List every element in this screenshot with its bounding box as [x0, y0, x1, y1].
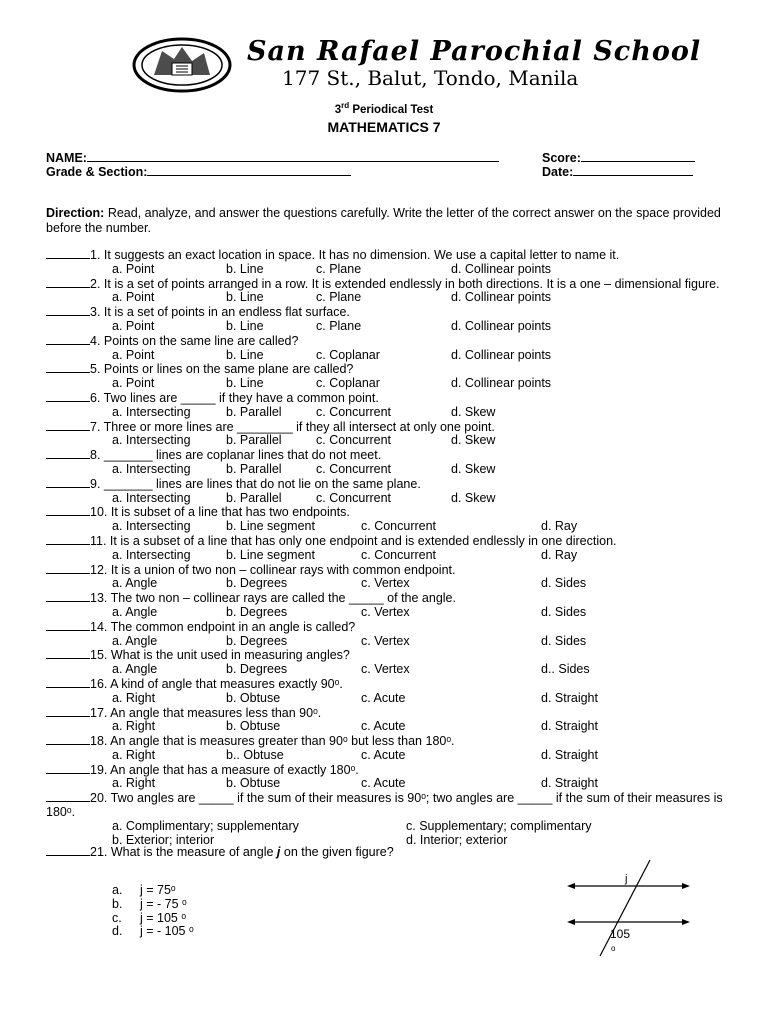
answer-blank[interactable] — [46, 534, 90, 545]
q21-choices — [112, 884, 194, 939]
choice-option: d. Collinear points — [451, 290, 552, 305]
choice-option: b. Degrees — [226, 662, 288, 677]
choice-row — [46, 606, 736, 620]
question-text: 16. A kind of angle that measures exactly 90ᵒ. — [90, 676, 343, 691]
question-2 — [46, 277, 736, 292]
question-text: 21. What is the measure of angle — [90, 845, 277, 859]
answer-blank[interactable] — [46, 620, 90, 631]
choice-option: b. Exterior; interior — [112, 832, 215, 847]
question-text-end: on the given figure? — [280, 845, 394, 859]
choice-row — [46, 692, 736, 706]
name-label: NAME: — [46, 151, 87, 165]
direction-label: Direction: — [46, 206, 105, 220]
answer-blank[interactable] — [46, 277, 90, 288]
q21-choice — [112, 898, 194, 912]
q21-choice — [112, 912, 194, 926]
choice-option: d. Collinear points — [451, 347, 552, 362]
question-text: 17. An angle that measures less than 90ᵒ. — [90, 705, 322, 720]
choice-row — [46, 720, 736, 734]
score-line[interactable] — [581, 150, 695, 162]
choice-option: c. Vertex — [361, 662, 410, 677]
choice-option: d. Skew — [451, 404, 496, 419]
choice-option: d. Straight — [541, 719, 598, 734]
choice-row — [46, 663, 736, 677]
answer-blank[interactable] — [46, 505, 90, 516]
choice-option: c. Acute — [361, 690, 406, 705]
q21-choice — [112, 884, 194, 898]
question-17 — [46, 706, 736, 721]
choice-option: c. Plane — [316, 318, 362, 333]
question-13 — [46, 591, 736, 606]
choice-option: a. Point — [112, 261, 155, 276]
title-text: Periodical Test — [349, 103, 434, 116]
question-text: 6. Two lines are _____ if they have a common point. — [90, 390, 379, 405]
choice-option: a. Point — [112, 318, 155, 333]
question-text: 1. It suggests an exact location in space. It has no dimension. We use a capital letter to name it. — [90, 248, 620, 262]
question-text: 9. _______ lines are lines that do not lie on the same plane. — [90, 476, 421, 491]
question-list — [46, 248, 736, 847]
choice-option: a. Angle — [112, 576, 158, 591]
choice-letter: b. — [112, 896, 123, 911]
question-text: 18. An angle that is measures greater than 90ᵒ but less than 180ᵒ. — [90, 734, 455, 749]
question-text: 14. The common endpoint in an angle is called? — [90, 619, 356, 634]
name-line[interactable] — [87, 150, 499, 162]
answer-blank[interactable] — [46, 591, 90, 602]
question-15 — [46, 648, 736, 663]
directions — [46, 206, 726, 236]
choice-option: b. Degrees — [226, 633, 288, 648]
score-label: Score: — [542, 151, 581, 165]
choice-option: c. Acute — [361, 747, 406, 762]
question-14 — [46, 620, 736, 635]
school-name: San Rafael Parochial School — [247, 36, 702, 67]
question-text: 11. It is a subset of a line that has only one endpoint and is extended endlessly in one direction. — [90, 533, 617, 548]
choice-option: b. Line segment — [226, 519, 315, 534]
grade-section-line[interactable] — [147, 164, 351, 176]
choice-letter: c. — [112, 910, 122, 925]
answer-blank[interactable] — [46, 791, 90, 802]
answer-blank[interactable] — [46, 677, 90, 688]
question-12 — [46, 563, 736, 578]
choice-row — [46, 320, 736, 334]
figure-label-angle: 105 — [610, 927, 631, 941]
choice-option: b. Line — [226, 261, 264, 276]
choice-option: a. Intersecting — [112, 490, 191, 505]
choice-option: c. Coplanar — [316, 376, 380, 391]
choice-row — [46, 749, 736, 763]
choice-option: a. Angle — [112, 604, 158, 619]
answer-blank[interactable] — [46, 706, 90, 717]
question-4 — [46, 334, 736, 349]
school-seal-icon — [132, 37, 232, 93]
choice-option: a. Angle — [112, 662, 158, 677]
date-line[interactable] — [573, 164, 693, 176]
grade-section-field[interactable] — [46, 164, 351, 179]
question-5 — [46, 362, 736, 377]
choice-option: b.. Obtuse — [226, 747, 284, 762]
question-19 — [46, 763, 736, 778]
choice-option: b. Line — [226, 347, 264, 362]
choice-option: a. Point — [112, 290, 155, 305]
choice-option: a. Point — [112, 347, 155, 362]
answer-blank[interactable] — [46, 391, 90, 402]
question-7 — [46, 420, 736, 435]
q21-choice — [112, 925, 194, 939]
question-text: 4. Points on the same line are called? — [90, 333, 299, 348]
choice-row — [46, 492, 736, 506]
question-text: 20. Two angles are _____ if the sum of their measures is 90ᵒ; two angles are _____ if the sum of their measures is 180ᵒ. — [46, 791, 723, 820]
score-field[interactable] — [542, 150, 695, 165]
choice-option: d. Skew — [451, 461, 496, 476]
direction-text: Read, analyze, and answer the questions carefully. Write the letter of the correct answer on the space provided before the number. — [46, 206, 721, 235]
choice-option: d.. Sides — [541, 662, 590, 677]
question-1 — [46, 248, 736, 263]
choice-row — [46, 549, 736, 563]
name-field[interactable] — [46, 150, 499, 165]
choice-row — [46, 263, 736, 277]
choice-option: b. Degrees — [226, 576, 288, 591]
title-ordinal: rd — [341, 101, 350, 110]
choice-option: a. Intersecting — [112, 461, 191, 476]
choice-option: a. Right — [112, 747, 156, 762]
answer-blank[interactable] — [46, 334, 90, 345]
choice-letter: a. — [112, 883, 123, 897]
question-9 — [46, 477, 736, 492]
choice-option: d. Straight — [541, 776, 598, 791]
choice-option: a. Intersecting — [112, 404, 191, 419]
question-18 — [46, 734, 736, 749]
choice-row — [46, 520, 736, 534]
choice-option: a. Angle — [112, 633, 158, 648]
question-10 — [46, 505, 736, 520]
choice-option: b. Line — [226, 318, 264, 333]
answer-blank[interactable] — [46, 477, 90, 488]
question-text: 19. An angle that has a measure of exactly 180ᵒ. — [90, 762, 359, 777]
choice-option: c. Plane — [316, 290, 362, 305]
question-text: 3. It is a set of points in an endless flat surface. — [90, 305, 350, 320]
answer-blank[interactable] — [46, 563, 90, 574]
choice-option: d. Skew — [451, 433, 496, 448]
choice-option: c. Vertex — [361, 604, 410, 619]
choice-option: c. Acute — [361, 719, 406, 734]
choice-option: b. Obtuse — [226, 719, 281, 734]
answer-blank[interactable] — [46, 448, 90, 459]
question-text: 5. Points or lines on the same plane are called? — [90, 362, 354, 377]
choice-option: d. Straight — [541, 747, 598, 762]
choice-text: j = 75ᵒ — [140, 883, 176, 897]
school-address: 177 St., Balut, Tondo, Manila — [282, 66, 579, 90]
subject-title: MATHEMATICS 7 — [327, 119, 441, 135]
question-text: 10. It is subset of a line that has two endpoints. — [90, 505, 350, 520]
date-label: Date: — [542, 165, 574, 179]
choice-option: a. Right — [112, 776, 156, 791]
choice-option: a. Intersecting — [112, 519, 191, 534]
choice-option: b. Parallel — [226, 490, 282, 505]
parallel-lines-figure — [565, 858, 695, 958]
answer-blank[interactable] — [46, 763, 90, 774]
choice-option: c. Concurrent — [316, 461, 392, 476]
choice-option: c. Concurrent — [361, 519, 437, 534]
test-title — [0, 101, 768, 116]
answer-blank[interactable] — [46, 248, 90, 259]
choice-option: a. Complimentary; supplementary — [112, 818, 299, 833]
choice-option: a. Intersecting — [112, 547, 191, 562]
choice-option: b. Line segment — [226, 547, 315, 562]
question-8 — [46, 448, 736, 463]
question-20 — [46, 791, 736, 820]
choice-option: a. Right — [112, 690, 156, 705]
choice-option: d. Collinear points — [451, 376, 552, 391]
choice-row — [46, 349, 736, 363]
question-text: 7. Three or more lines are ________ if they all intersect at only one point. — [90, 419, 495, 434]
choice-option: c. Concurrent — [316, 404, 392, 419]
question-6 — [46, 391, 736, 406]
choice-row — [46, 377, 736, 391]
choice-row — [46, 291, 736, 305]
choice-option: d. Ray — [541, 519, 578, 534]
figure-label-degree: o — [611, 944, 616, 953]
choice-row — [46, 777, 736, 791]
choice-option: d. Sides — [541, 633, 587, 648]
question-text: 12. It is a union of two non – collinear rays with common endpoint. — [90, 562, 456, 577]
choice-option: b. Parallel — [226, 461, 282, 476]
choice-option: d. Sides — [541, 604, 587, 619]
choice-option: d. Collinear points — [451, 318, 552, 333]
figure-label-j: j — [625, 873, 628, 885]
choice-option: d. Straight — [541, 690, 598, 705]
choice-option: c. Coplanar — [316, 347, 380, 362]
title-number: 3 — [334, 103, 342, 116]
choice-text: j = - 105 ᵒ — [140, 924, 194, 939]
choice-option: d. Sides — [541, 576, 587, 591]
choice-option: b. Obtuse — [226, 776, 281, 791]
choice-option: c. Vertex — [361, 633, 410, 648]
choice-row — [46, 434, 736, 448]
answer-blank[interactable] — [46, 305, 90, 316]
angle-variable: j — [276, 845, 281, 859]
choice-option: c. Plane — [316, 261, 362, 276]
question-text: 8. _______ lines are coplanar lines that do not meet. — [90, 448, 382, 463]
question-text: 2. It is a set of points arranged in a row. It is extended endlessly in both directions. It is a one – dimensional figure. — [90, 276, 720, 291]
answer-blank[interactable] — [46, 734, 90, 745]
choice-option: a. Intersecting — [112, 433, 191, 448]
choice-option: b. Parallel — [226, 404, 282, 419]
choice-option: d. Ray — [541, 547, 578, 562]
choice-option: c. Vertex — [361, 576, 410, 591]
answer-blank[interactable] — [46, 845, 90, 856]
choice-option: b. Line — [226, 376, 264, 391]
choice-option: c. Concurrent — [316, 433, 392, 448]
grade-section-label: Grade & Section: — [46, 165, 148, 179]
choice-option: c. Concurrent — [361, 547, 437, 562]
answer-blank[interactable] — [46, 648, 90, 659]
question-3 — [46, 305, 736, 320]
question-text: 13. The two non – collinear rays are called the _____ of the angle. — [90, 591, 456, 606]
choice-row — [46, 635, 736, 649]
choice-option: b. Parallel — [226, 433, 282, 448]
choice-option: b. Obtuse — [226, 690, 281, 705]
choice-row — [46, 463, 736, 477]
choice-text: j = - 75 ᵒ — [140, 896, 187, 911]
answer-blank[interactable] — [46, 420, 90, 431]
choice-option: c. Concurrent — [316, 490, 392, 505]
question-text: 15. What is the unit used in measuring angles? — [90, 648, 350, 663]
choice-row — [46, 406, 736, 420]
choice-option: b. Degrees — [226, 604, 288, 619]
choice-option: c. Supplementary; complimentary — [406, 818, 592, 833]
answer-blank[interactable] — [46, 362, 90, 373]
choice-option: a. Point — [112, 376, 155, 391]
choice-option: d. Interior; exterior — [406, 832, 508, 847]
choice-option: c. Acute — [361, 776, 406, 791]
choice-row — [46, 577, 736, 591]
question-11 — [46, 534, 736, 549]
school-header — [132, 34, 702, 100]
choice-option: d. Skew — [451, 490, 496, 505]
choice-text: j = 105 ᵒ — [140, 910, 187, 925]
choice-row — [46, 820, 736, 834]
choice-option: d. Collinear points — [451, 261, 552, 276]
question-16 — [46, 677, 736, 692]
choice-option: b. Line — [226, 290, 264, 305]
date-field[interactable] — [542, 164, 693, 179]
choice-letter: d. — [112, 924, 123, 939]
choice-option: a. Right — [112, 719, 156, 734]
